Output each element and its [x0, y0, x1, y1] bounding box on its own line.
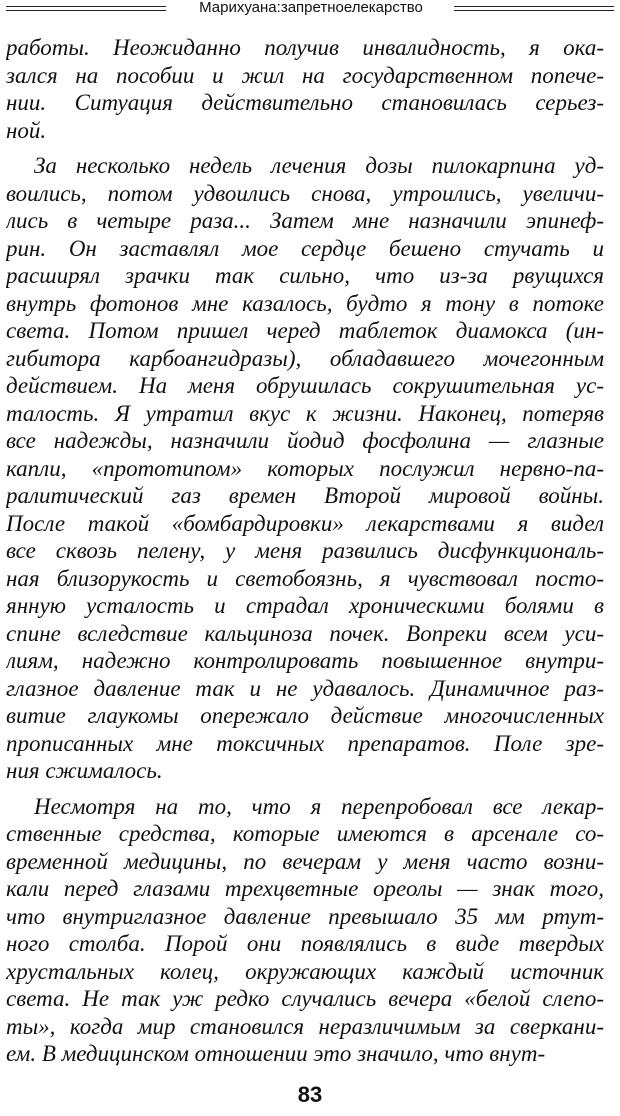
- text-line: все надежды, назначили йодид фосфолина — глазные: [6, 428, 604, 453]
- text-line: За несколько недель лечения дозы пилокарпина уд-: [34, 153, 604, 178]
- running-header: [0, 0, 620, 26]
- text-line: ты», когда мир становился неразличимым за сверкани-: [6, 1013, 604, 1039]
- paragraph-gap: [6, 144, 604, 152]
- text-line: света. Не так уж редко случались вечера «белой слепо-: [6, 986, 604, 1011]
- text-line: талость. Я утратил вкус к жизни. Наконец, потеряв: [6, 400, 604, 426]
- page-body: [6, 34, 604, 1068]
- text-line: кали перед глазами трехцветные ореолы — знак того,: [6, 876, 604, 901]
- text-line: ной.: [6, 117, 47, 143]
- running-title: Марихуана:запретноелекарство: [199, 0, 423, 16]
- text-line: спине вследствие кальциноза почек. Вопреки всем уси-: [6, 620, 604, 646]
- paragraph-gap: [6, 785, 604, 793]
- text-line: нии. Ситуация действительно становилась серьез-: [6, 90, 604, 115]
- text-line: света. Потом пришел черед таблеток диамокса (ин-: [6, 318, 604, 343]
- text-line: хрустальных колец, окружающих каждый источник: [6, 958, 604, 984]
- text-line: временной медицины, по вечерам у меня часто возни-: [6, 848, 604, 874]
- text-line: ралитический газ времен Второй мировой войны.: [6, 483, 604, 508]
- text-line: витие глаукомы опережало действие многочисленных: [6, 703, 604, 728]
- paragraph: [6, 793, 604, 1068]
- text-line: рин. Он заставлял мое сердце бешено стучать и: [6, 235, 604, 261]
- text-line: гибитора карбоангидразы), обладавшего мочегонным: [6, 345, 604, 371]
- text-line: ния сжималось.: [6, 758, 163, 783]
- text-line: После такой «бомбардировки» лекарствами я видел: [6, 510, 604, 536]
- text-line: лись в четыре раза... Затем мне назначили эпинеф-: [6, 208, 604, 233]
- paragraph: [6, 152, 604, 785]
- text-line: воились, потом удвоились снова, утроились, увеличи-: [6, 180, 604, 206]
- text-line: капли, «прототипом» которых послужил нервно-па-: [6, 455, 604, 481]
- header-rule-left: [6, 6, 166, 11]
- text-line: все сквозь пелену, у меня развились дисфункциональ-: [6, 538, 604, 563]
- text-line: ем. В медицинском отношении это значило, что внут-: [6, 1041, 546, 1066]
- text-line: что внутриглазное давление превышало 35 мм ртут-: [6, 903, 604, 929]
- text-line: ная близорукость и светобоязнь, я чувствовал посто-: [6, 565, 604, 591]
- text-line: ного столба. Порой они появлялись в виде твердых: [6, 931, 604, 956]
- text-line: прописанных мне токсичных препаратов. Поле зре-: [6, 730, 604, 756]
- text-line: глазное давление так и не удавалось. Динамичное раз-: [6, 675, 604, 701]
- text-line: янную усталость и страдал хроническими болями в: [6, 593, 604, 618]
- text-line: действием. На меня обрушилась сокрушительная ус-: [6, 373, 604, 398]
- text-line: ственные средства, которые имеются в арсенале со-: [6, 821, 604, 846]
- text-line: зался на пособии и жил на государственном попече-: [6, 62, 604, 88]
- header-rule-right: [454, 6, 614, 11]
- text-line: внутрь фотонов мне казалось, будто я тону в потоке: [6, 290, 604, 316]
- text-line: Несмотря на то, что я перепробовал все лекар-: [34, 793, 604, 819]
- text-line: лиям, надежно контролировать повышенное внутри-: [6, 648, 604, 673]
- text-line: работы. Неожиданно получив инвалидность, я ока-: [6, 35, 604, 60]
- paragraph: [6, 34, 604, 144]
- page-number: 83: [297, 1082, 323, 1107]
- text-line: расширял зрачки так сильно, что из-за рвущихся: [6, 263, 604, 288]
